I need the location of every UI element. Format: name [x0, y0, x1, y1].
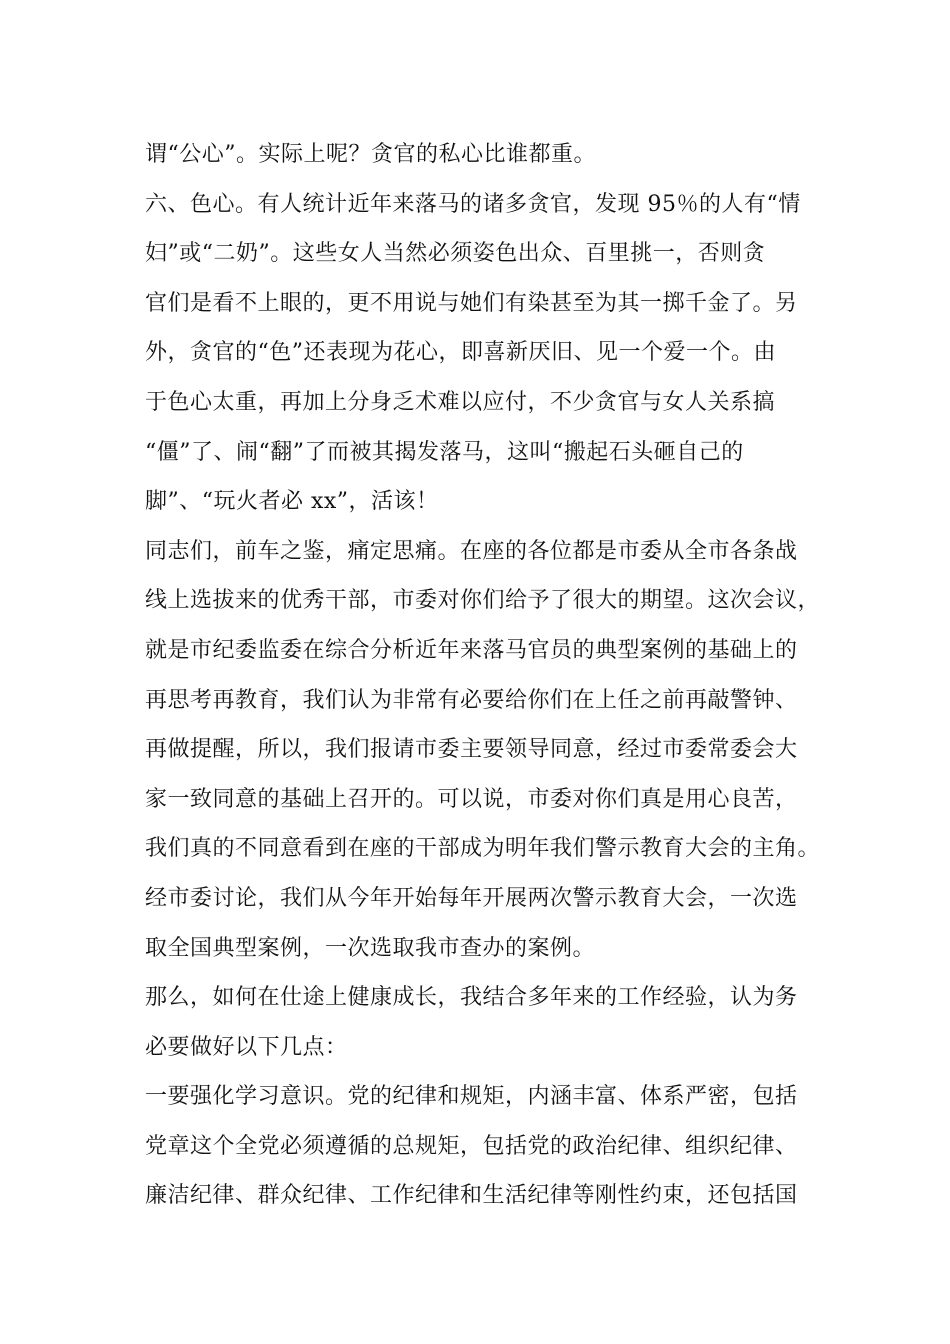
text-line: 六、色心。有人统计近年来落马的诸多贪官，发现 95％的人有“情	[145, 191, 801, 217]
text-line: 必要做好以下几点：	[145, 1034, 348, 1060]
text-line: 外，贪官的“色”还表现为花心，即喜新厌旧、见一个爱一个。由	[145, 340, 776, 366]
text-line: “僵”了、闹“翻”了而被其揭发落马，这叫“搬起石头砸自己的	[145, 439, 744, 465]
text-line: 妇”或“二奶”。这些女人当然必须姿色出众、百里挑一，否则贪	[145, 241, 766, 267]
text-line: 谓“公心”。实际上呢？贪官的私心比谁都重。	[145, 142, 596, 167]
text-line: 官们是看不上眼的，更不用说与她们有染甚至为其一掷千金了。另	[145, 290, 798, 316]
text-line: 脚”、“玩火者必 xx”，活该！	[145, 489, 439, 515]
text-line: 再做提醒，所以，我们报请市委主要领导同意，经过市委常委会大	[145, 737, 798, 763]
text-line: 我们真的不同意看到在座的干部成为明年我们警示教育大会的主角。	[145, 836, 821, 862]
text-line: 再思考再教育，我们认为非常有必要给你们在上任之前再敲警钟、	[145, 687, 798, 713]
text-line: 廉洁纪律、群众纪律、工作纪律和生活纪律等刚性约束，还包括国	[145, 1183, 798, 1209]
document-body	[145, 130, 845, 1221]
text-line: 那么，如何在仕途上健康成长，我结合多年来的工作经验，认为务	[145, 985, 798, 1011]
text-line: 家一致同意的基础上召开的。可以说，市委对你们真是用心良苦，	[145, 786, 798, 812]
text-line: 线上选拔来的优秀干部，市委对你们给予了很大的期望。这次会议，	[145, 588, 821, 614]
text-line: 就是市纪委监委在综合分析近年来落马官员的典型案例的基础上的	[145, 637, 798, 663]
text-line: 党章这个全党必须遵循的总规矩，包括党的政治纪律、组织纪律、	[145, 1133, 798, 1159]
text-line: 于色心太重，再加上分身乏术难以应付，不少贪官与女人关系搞	[145, 389, 776, 415]
text-line: 经市委讨论，我们从今年开始每年开展两次警示教育大会，一次选	[145, 885, 798, 911]
text-line: 取全国典型案例，一次选取我市查办的案例。	[145, 935, 596, 961]
text-line: 一要强化学习意识。党的纪律和规矩，内涵丰富、体系严密，包括	[145, 1084, 798, 1110]
text-line: 同志们，前车之鉴，痛定思痛。在座的各位都是市委从全市各条战	[145, 538, 798, 564]
